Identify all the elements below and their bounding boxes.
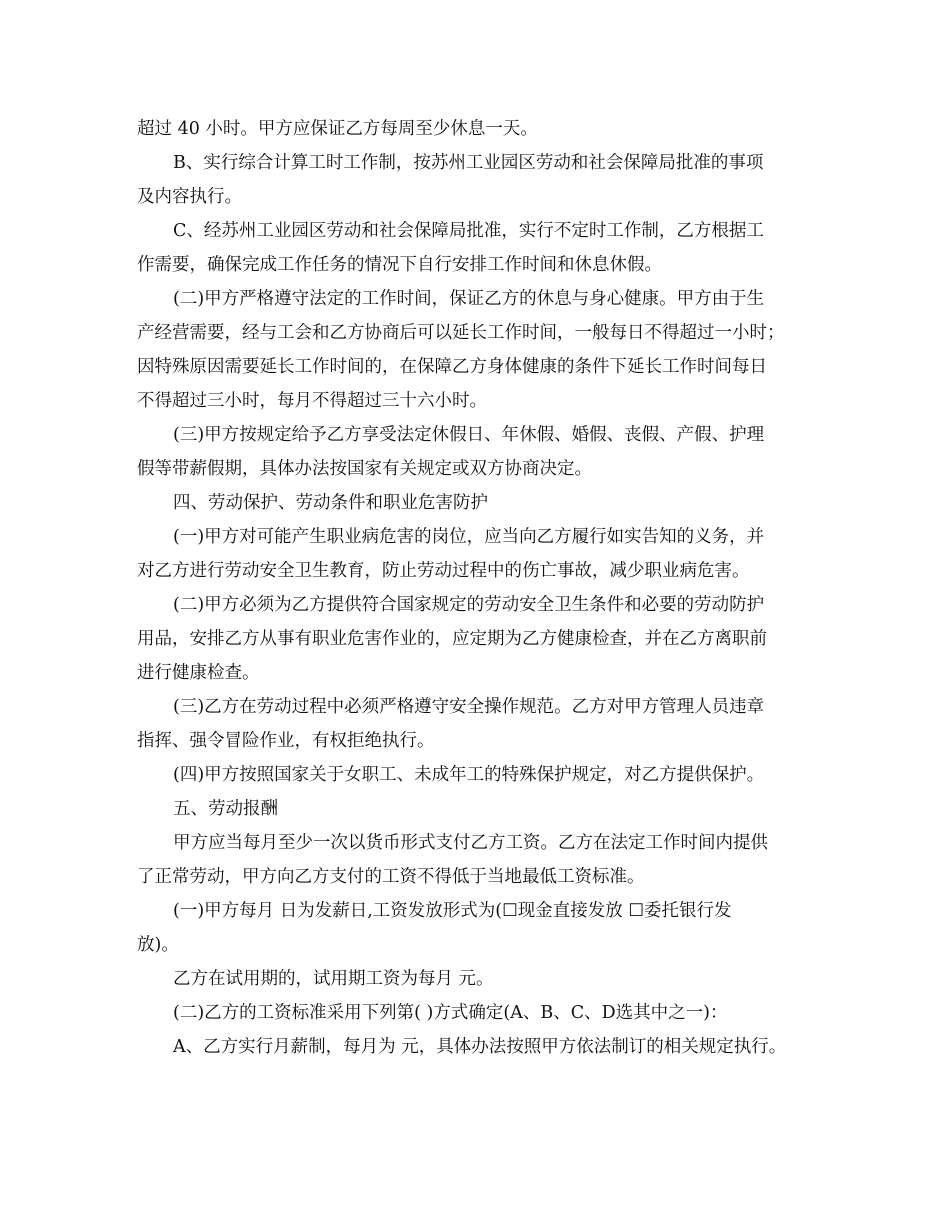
text-line: 甲方应当每月至少一次以货币形式支付乙方工资。乙方在法定工作时间内提供: [173, 833, 768, 853]
text-line: 作需要，确保完成工作任务的情况下自行安排工作时间和休息休假。: [137, 255, 662, 275]
text-line: 指挥、强令冒险作业，有权拒绝执行。: [137, 731, 435, 751]
text-line: 了正常劳动，甲方向乙方支付的工资不得低于当地最低工资标准。: [137, 867, 645, 887]
text-line: 乙方在试用期的，试用期工资为每月 元。: [173, 969, 494, 989]
text-line: (二)甲方必须为乙方提供符合国家规定的劳动安全卫生条件和必要的劳动防护: [173, 595, 765, 615]
text-line: (三)乙方在劳动过程中必须严格遵守安全操作规范。乙方对甲方管理人员违章: [173, 697, 765, 717]
contract-body: [137, 112, 827, 1064]
text-line: 及内容执行。: [137, 187, 242, 207]
text-line: A、乙方实行月薪制，每月为 元，具体办法按照甲方依法制订的相关规定执行。: [173, 1037, 787, 1057]
text-line: 因特殊原因需要延长工作时间的，在保障乙方身体健康的条件下延长工作时间每日: [137, 357, 767, 377]
text-line: 进行健康检查。: [137, 663, 260, 683]
text-line: (四)甲方按照国家关于女职工、未成年工的特殊保护规定，对乙方提供保护。: [173, 765, 765, 785]
text-line: B、实行综合计算工时工作制，按苏州工业园区劳动和社会保障局批准的事项: [173, 153, 764, 173]
text-line: 产经营需要，经与工会和乙方协商后可以延长工作时间，一般每日不得超过一小时；: [137, 323, 785, 343]
section-heading: 四、劳动保护、劳动条件和职业危害防护: [173, 493, 488, 513]
text-line: 超过 40 小时。甲方应保证乙方每周至少休息一天。: [137, 119, 538, 139]
text-line: C、经苏州工业园区劳动和社会保障局批准，实行不定时工作制，乙方根据工: [173, 221, 764, 241]
text-line: (三)甲方按规定给予乙方享受法定休假日、年休假、婚假、丧假、产假、护理: [173, 425, 765, 445]
text-line: (二)乙方的工资标准采用下列第( )方式确定(A、B、C、D选其中之一)：: [173, 1003, 728, 1023]
text-line: 不得超过三小时，每月不得超过三十六小时。: [137, 391, 487, 411]
text-line: 用品，安排乙方从事有职业危害作业的，应定期为乙方健康检查，并在乙方离职前: [137, 629, 767, 649]
section-heading: 五、劳动报酬: [173, 799, 278, 819]
text-line: (一)甲方对可能产生职业病危害的岗位，应当向乙方履行如实告知的义务，并: [173, 527, 765, 547]
text-line: (二)甲方严格遵守法定的工作时间，保证乙方的休息与身心健康。甲方由于生: [173, 289, 765, 309]
text-line: 假等带薪假期，具体办法按国家有关规定或双方协商决定。: [137, 459, 592, 479]
text-line: (一)甲方每月 日为发薪日,工资发放形式为(☐现金直接发放 ☐委托银行发: [173, 901, 732, 921]
text-line: 对乙方进行劳动安全卫生教育，防止劳动过程中的伤亡事故，减少职业病危害。: [137, 561, 750, 581]
text-line: 放)。: [137, 935, 179, 955]
